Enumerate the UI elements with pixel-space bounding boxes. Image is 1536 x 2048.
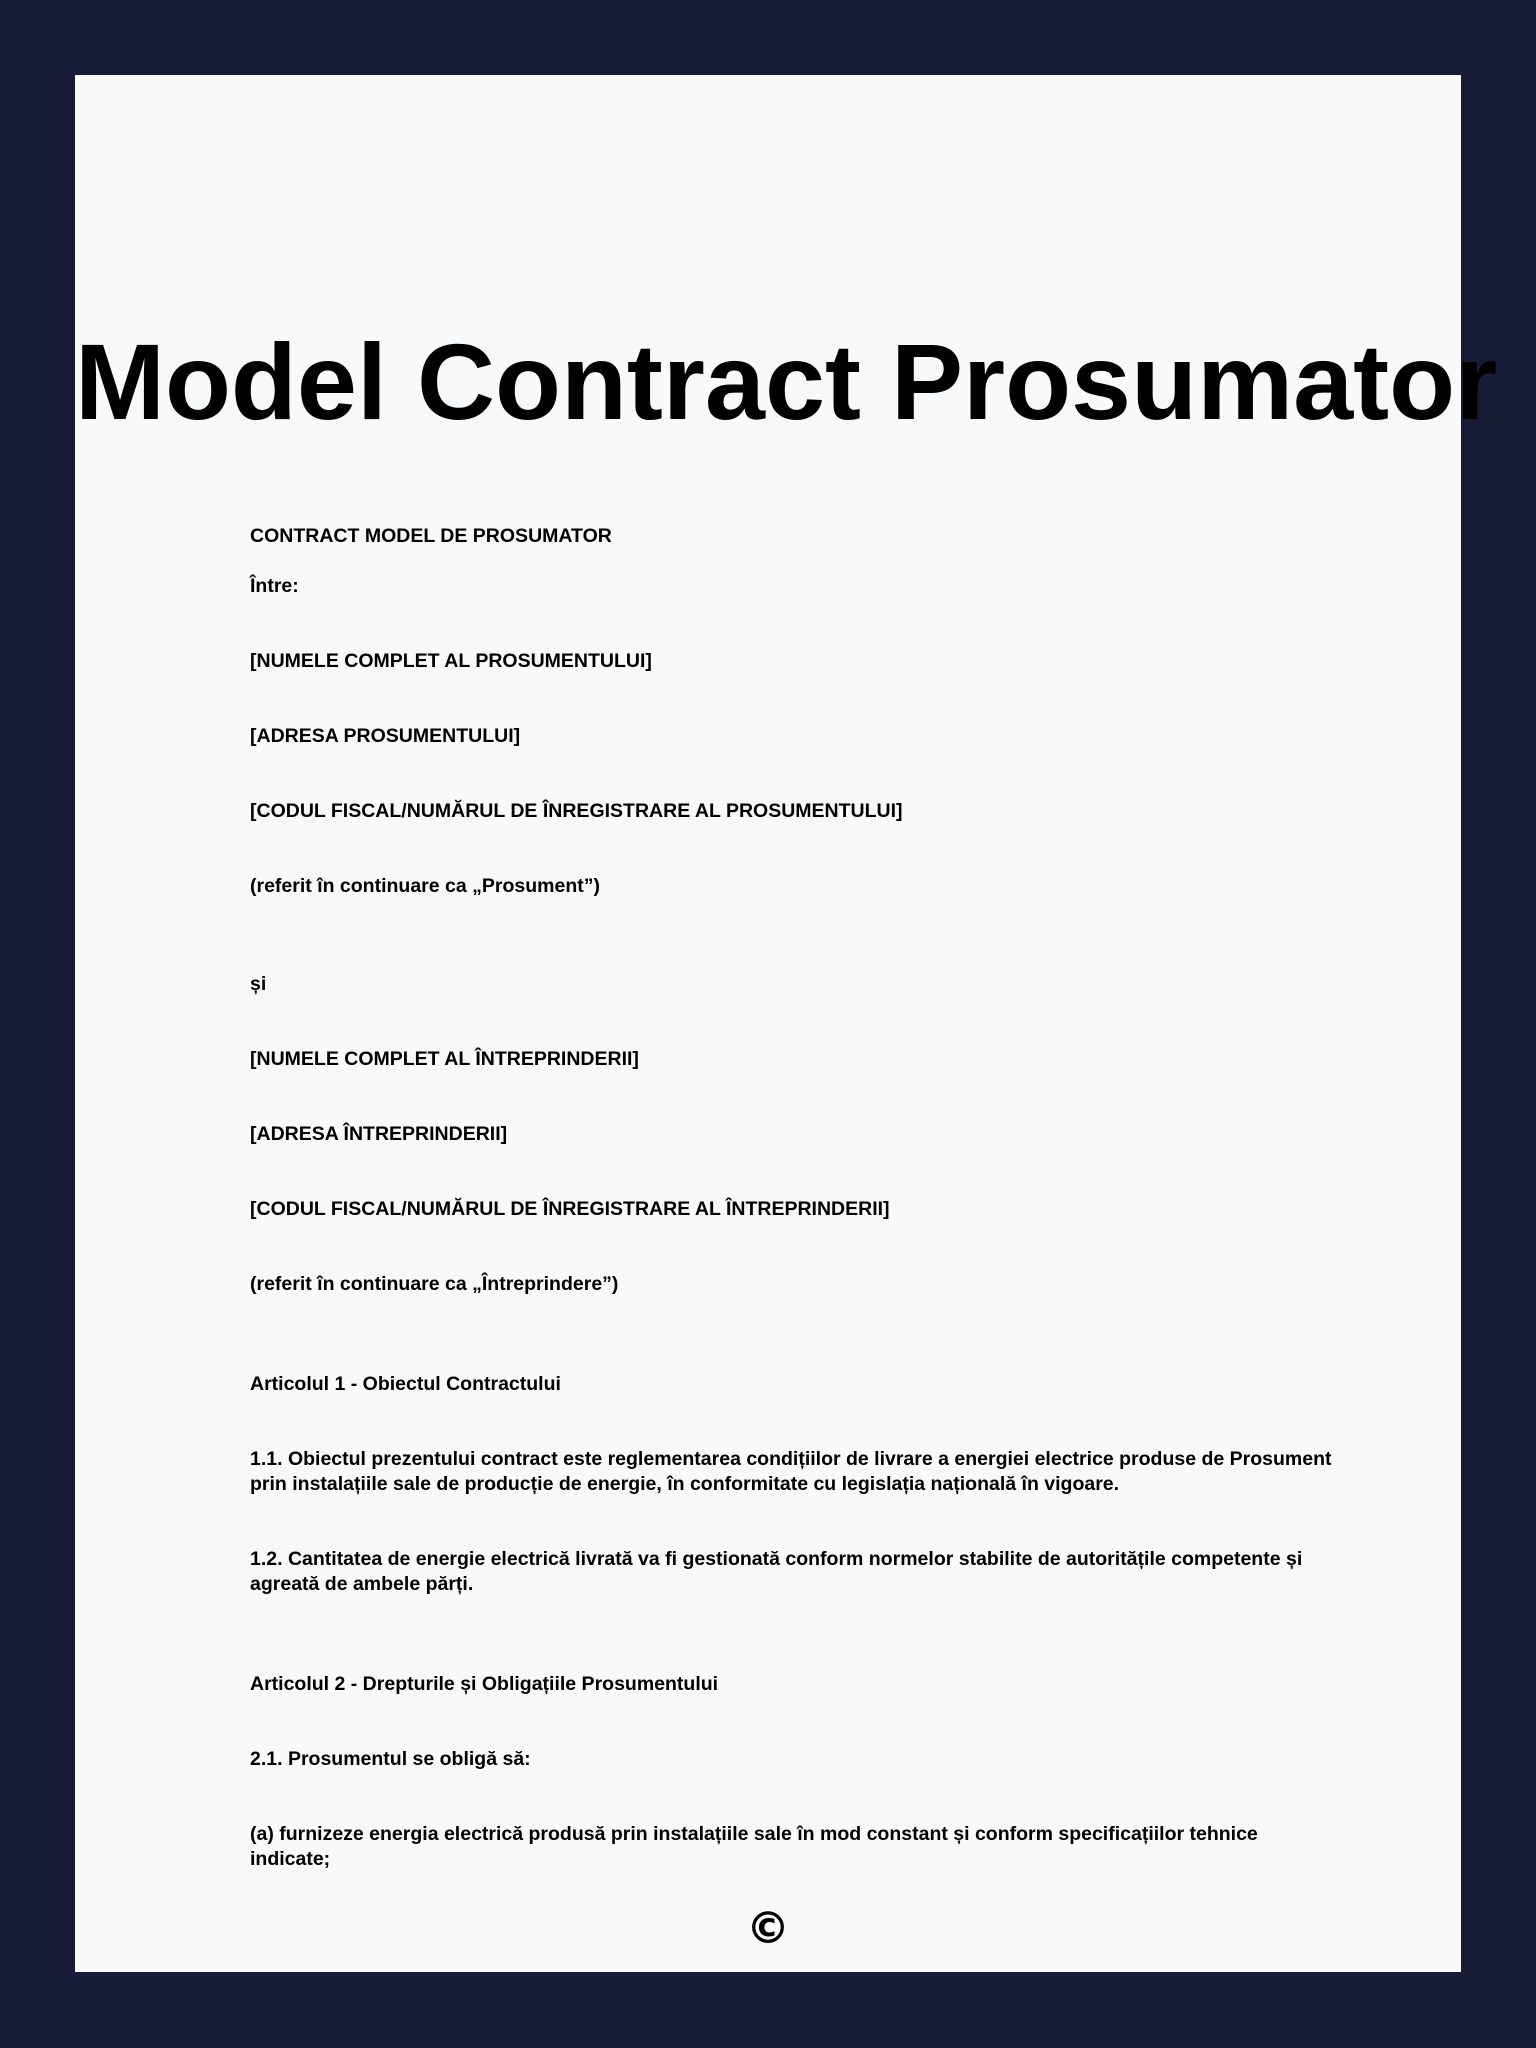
article2-title: Articolul 2 - Drepturile și Obligațiile Prosumentului — [250, 1673, 719, 1695]
conjunction-text: și — [250, 973, 267, 995]
article1-paragraph1: 1.1. Obiectul prezentului contract este reglementarea condițiilor de livrare a energiei electrice produse de Prosument prin instalațiile sale de producție de energie, în conformitate cu legislația națională în vigoare. — [250, 1448, 1337, 1495]
article1-title: Articolul 1 - Obiectul Contractului — [250, 1373, 561, 1395]
document-title: Model Contract Prosumator — [75, 321, 1498, 442]
document-body — [250, 450, 1340, 1872]
party1-address: [ADRESA PROSUMENTULUI] — [250, 725, 521, 747]
article2-item-a: (a) furnizeze energia electrică produsă prin instalațiile sale în mod constant și conform specificațiilor tehnice indicate; — [250, 1823, 1264, 1870]
party1-name: [NUMELE COMPLET AL PROSUMENTULUI] — [250, 650, 652, 672]
contract-heading: CONTRACT MODEL DE PROSUMATOR — [250, 525, 612, 547]
party2-name: [NUMELE COMPLET AL ÎNTREPRINDERII] — [250, 1048, 639, 1070]
party2-fiscal-code: [CODUL FISCAL/NUMĂRUL DE ÎNREGISTRARE AL ÎNTREPRINDERII] — [250, 1198, 890, 1220]
party2-referred-as: (referit în continuare ca „Întreprindere”) — [250, 1273, 619, 1295]
party1-referred-as: (referit în continuare ca „Prosument”) — [250, 875, 600, 897]
article2-paragraph1: 2.1. Prosumentul se obligă să: — [250, 1748, 531, 1770]
intro-text: Între: — [250, 575, 299, 597]
document-page — [75, 75, 1498, 1972]
article1-paragraph2: 1.2. Cantitatea de energie electrică livrată va fi gestionată conform normelor stabilite de autoritățile competente și agreată de ambele părți. — [250, 1548, 1308, 1595]
party2-address: [ADRESA ÎNTREPRINDERII] — [250, 1123, 508, 1145]
copyright-icon: © — [746, 1903, 790, 1954]
party1-fiscal-code: [CODUL FISCAL/NUMĂRUL DE ÎNREGISTRARE AL PROSUMENTULUI] — [250, 800, 903, 822]
